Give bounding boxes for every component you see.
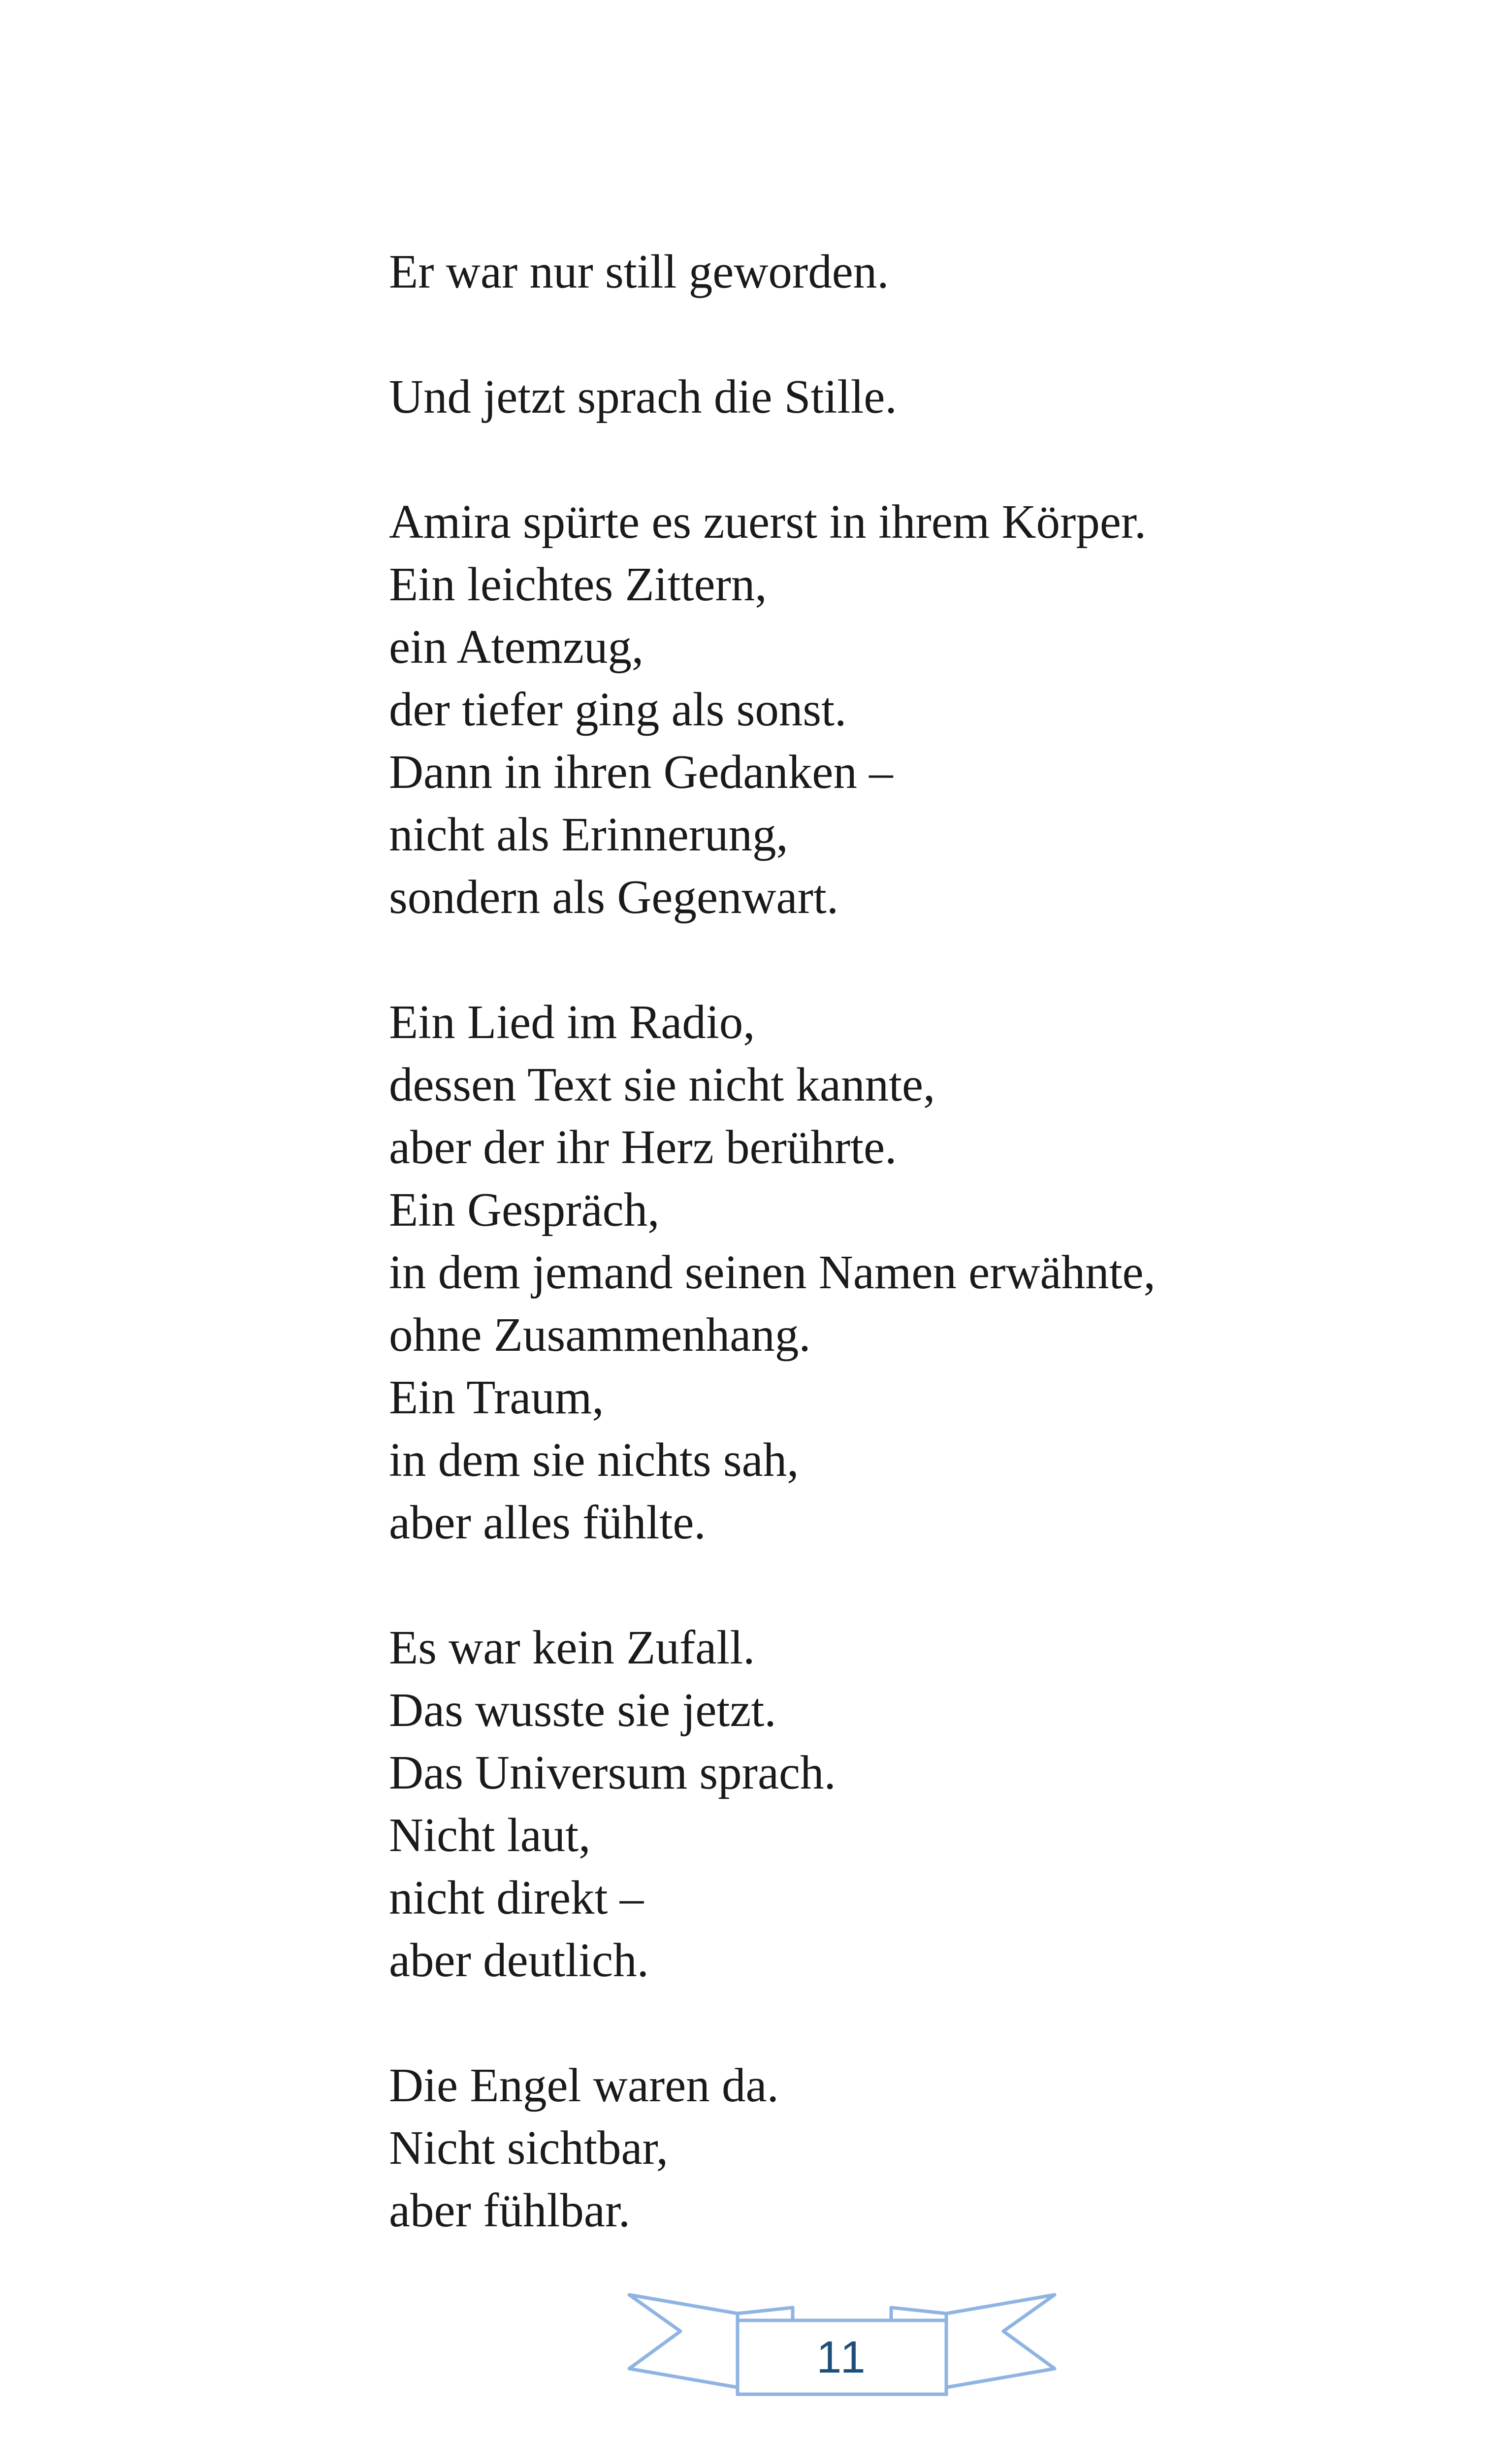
text-line: Das Universum sprach. xyxy=(389,1746,836,1799)
page-number-ribbon xyxy=(625,2290,1059,2413)
stanza xyxy=(389,1616,1423,1991)
text-line: sondern als Gegenwart. xyxy=(389,871,839,923)
text-line: Das wusste sie jetzt. xyxy=(389,1684,776,1736)
page-number: 11 xyxy=(816,2332,868,2382)
text-line: Ein Gespräch, xyxy=(389,1183,660,1236)
text-line: Nicht sichtbar, xyxy=(389,2121,669,2174)
text-line: Ein Lied im Radio, xyxy=(389,996,755,1048)
stanza xyxy=(389,240,1423,303)
text-line: nicht direkt – xyxy=(389,1871,644,1924)
text-line: aber deutlich. xyxy=(389,1934,649,1987)
text-line: nicht als Erinnerung, xyxy=(389,808,788,861)
stanza xyxy=(389,365,1423,428)
poem-text xyxy=(389,240,1423,2242)
stanza xyxy=(389,490,1423,928)
stanza xyxy=(389,2054,1423,2242)
text-line: der tiefer ging als sonst. xyxy=(389,683,847,736)
text-line: Nicht laut, xyxy=(389,1809,591,1861)
text-line: aber der ihr Herz berührte. xyxy=(389,1121,897,1173)
text-line: ein Atemzug, xyxy=(389,620,644,673)
text-line: Dann in ihren Gedanken – xyxy=(389,746,893,798)
text-line: Ein leichtes Zittern, xyxy=(389,558,767,611)
text-line: aber alles fühlte. xyxy=(389,1496,706,1549)
text-line: aber fühlbar. xyxy=(389,2184,631,2237)
text-line: Die Engel waren da. xyxy=(389,2059,779,2112)
text-line: Amira spürte es zuerst in ihrem Körper. xyxy=(389,495,1147,548)
text-line: Ein Traum, xyxy=(389,1371,604,1424)
text-line: dessen Text sie nicht kannte, xyxy=(389,1058,935,1111)
text-line: Es war kein Zufall. xyxy=(389,1621,755,1674)
text-line: ohne Zusammenhang. xyxy=(389,1308,811,1361)
text-line: in dem sie nichts sah, xyxy=(389,1433,799,1486)
stanza xyxy=(389,991,1423,1554)
text-line: Und jetzt sprach die Stille. xyxy=(389,370,897,423)
text-line: in dem jemand seinen Namen erwähnte, xyxy=(389,1246,1156,1299)
text-line: Er war nur still geworden. xyxy=(389,245,889,298)
